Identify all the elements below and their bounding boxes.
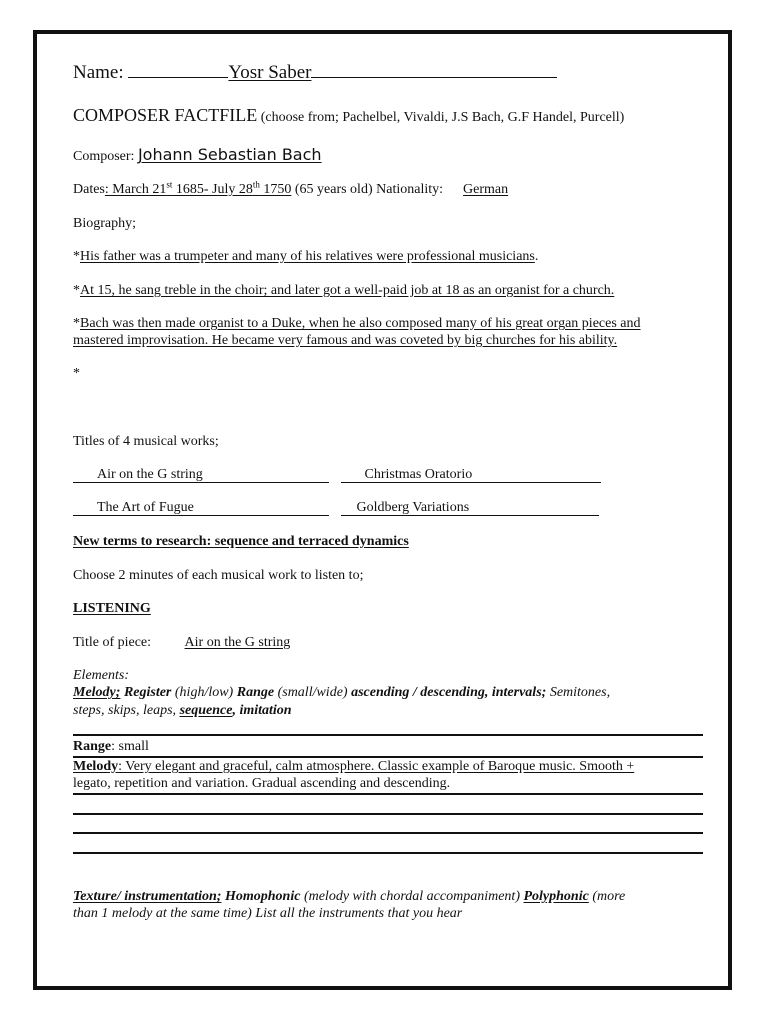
composer-value[interactable]: Johann Sebastian Bach: [137, 145, 322, 164]
texture-term: Texture/ instrumentation;: [73, 889, 222, 904]
range-answer[interactable]: [73, 738, 149, 755]
name-row: [73, 62, 557, 84]
semitones-text: Semitones,: [549, 685, 611, 700]
biography-label: Biography;: [73, 216, 136, 231]
texture-line-1: [73, 888, 625, 905]
range-term: Range: [236, 685, 275, 700]
elements-line-1: [73, 684, 610, 701]
work-3[interactable]: The Art of Fugue: [73, 499, 329, 516]
age-text: (65 years old): [294, 182, 373, 197]
bio-text-3[interactable]: Bach was then made organist to a Duke, when he also composed many of his great organ pieces and: [80, 316, 641, 331]
bio-text-2[interactable]: At 15, he sang treble in the choir; and later got a well-paid job at 18 as an organist for a church.: [80, 283, 615, 298]
dates-start-year: 1685- July 28: [172, 182, 253, 197]
polyphonic-note: (more: [592, 889, 626, 904]
bullet: *: [73, 249, 80, 264]
dates-label: Dates: [73, 182, 105, 197]
factfile-title: COMPOSER FACTFILE: [73, 105, 258, 125]
works-row-2: [73, 499, 599, 516]
polyphonic-term: Polyphonic: [523, 889, 589, 904]
melody-term: Melody;: [73, 685, 121, 700]
bio-item-2: [73, 282, 614, 299]
homophonic-term: Homophonic: [224, 889, 301, 904]
piece-title-value[interactable]: [155, 635, 385, 650]
piece-title-label: Title of piece:: [73, 635, 152, 650]
nationality-value[interactable]: [443, 182, 522, 197]
piece-title-row: [73, 634, 384, 651]
register-note: (high/low): [174, 685, 234, 700]
nationality-text: German: [463, 182, 509, 197]
dates-value[interactable]: [104, 179, 292, 197]
nationality-label: Nationality:: [376, 182, 444, 197]
answer-line-5: [73, 832, 703, 834]
texture-line-2: than 1 melody at the same time) List all the instruments that you hear: [73, 906, 463, 921]
name-blank-right: [311, 63, 557, 78]
dates-row: [73, 181, 522, 198]
factfile-title-row: [73, 107, 624, 126]
homophonic-note: (melody with chordal accompaniment): [303, 889, 520, 904]
works-label: Titles of 4 musical works;: [73, 434, 219, 449]
works-row-1: [73, 466, 601, 483]
register-term: Register: [123, 685, 172, 700]
piece-title-text: Air on the G string: [184, 635, 291, 650]
imitation-term: , imitation: [232, 703, 292, 718]
answer-line-1: [73, 734, 703, 736]
elements-line-2: [73, 702, 292, 719]
elements-label: Elements:: [73, 668, 129, 683]
work-1[interactable]: Air on the G string: [73, 466, 329, 483]
bio-text-1[interactable]: His father was a trumpeter and many of his relatives were professional musicians: [80, 249, 535, 264]
asc-term: ascending / descending, intervals;: [351, 685, 547, 700]
dates-start-suffix: st: [166, 179, 173, 190]
listening-heading: LISTENING: [73, 601, 151, 616]
new-terms: New terms to research: sequence and terraced dynamics: [73, 534, 409, 549]
instruction-text: Choose 2 minutes of each musical work to listen to;: [73, 568, 364, 583]
bio-item-3: [73, 315, 641, 332]
name-blank-left: [128, 63, 228, 78]
answer-line-4: [73, 813, 703, 815]
work-4[interactable]: Goldberg Variations: [341, 499, 599, 516]
answer-line-3: [73, 793, 703, 795]
period: .: [534, 249, 539, 264]
melody-answer-text-1: : Very elegant and graceful, calm atmosphere. Classic example of Baroque music. Smooth +: [118, 759, 635, 774]
dates-end-year: 1750: [259, 182, 292, 197]
answer-line-6: [73, 852, 703, 854]
bullet: *: [73, 316, 80, 331]
composer-label: Composer:: [73, 149, 135, 164]
bio-item-1: [73, 248, 538, 265]
range-answer-text: : small: [111, 739, 149, 754]
dates-end-suffix: th: [252, 179, 260, 190]
steps-text: steps, skips, leaps,: [73, 703, 177, 718]
name-value[interactable]: Yosr Saber: [228, 62, 312, 83]
bio-text-4[interactable]: mastered improvisation. He became very famous and was coveted by big churches for his ability.: [73, 333, 618, 348]
bio-item-3-cont: [73, 332, 617, 349]
choose-note: (choose from; Pachelbel, Vivaldi, J.S Bach, G.F Handel, Purcell): [260, 110, 625, 125]
dates-start-day: : March 21: [104, 182, 167, 197]
sequence-term: sequence: [179, 703, 233, 718]
bullet: *: [73, 283, 80, 298]
melody-answer-2[interactable]: legato, repetition and variation. Gradual ascending and descending.: [73, 776, 451, 791]
composer-row: [73, 146, 322, 165]
range-answer-label: Range: [73, 739, 112, 754]
name-label: Name:: [73, 62, 124, 83]
melody-answer-1[interactable]: [73, 758, 634, 775]
bio-item-4: *: [73, 366, 80, 381]
range-note: (small/wide): [277, 685, 348, 700]
melody-answer-label: Melody: [73, 759, 119, 774]
work-2[interactable]: Christmas Oratorio: [341, 466, 601, 483]
